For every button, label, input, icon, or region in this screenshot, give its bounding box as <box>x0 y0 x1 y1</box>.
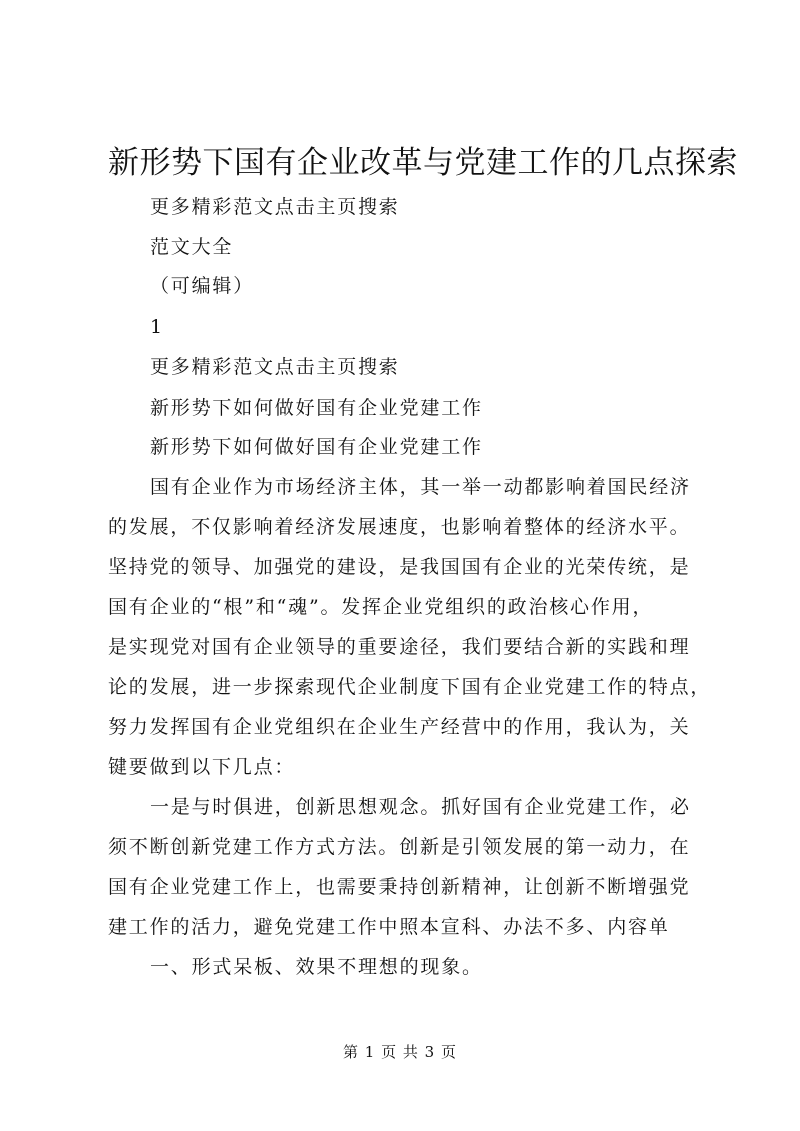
page-footer: 第 1 页 共 3 页 <box>343 1043 457 1061</box>
paragraph-line: 努力发挥国有企业党组织在企业生产经营中的作用，我认为，关 <box>108 716 691 738</box>
header-line: （可编辑） <box>150 275 255 297</box>
header-line: 更多精彩范文点击主页搜索 <box>150 196 400 218</box>
paragraph-line: 国有企业党建工作上，也需要秉持创新精神，让创新不断增强党 <box>108 876 691 898</box>
subtitle: 新形势下如何做好国有企业党建工作 <box>150 436 483 458</box>
paragraph-line: 坚持党的领导、加强党的建设，是我国国有企业的光荣传统，是 <box>108 556 691 578</box>
paragraph-line: 国有企业的“根”和“魂”。发挥企业党组织的政治核心作用， <box>108 596 654 618</box>
paragraph-line: 一、形式呆板、效果不理想的现象。 <box>150 956 483 978</box>
paragraph-line: 建工作的活力，避免党建工作中照本宣科、办法不多、内容单 <box>108 916 670 938</box>
paragraph-line: 论的发展，进一步探索现代企业制度下国有企业党建工作的特点， <box>108 676 712 698</box>
paragraph-line: 须不断创新党建工作方式方法。创新是引领发展的第一动力，在 <box>108 836 691 858</box>
paragraph-line: 键要做到以下几点： <box>108 756 296 778</box>
paragraph-line: 一是与时俱进，创新思想观念。抓好国有企业党建工作，必 <box>150 796 691 818</box>
header-line: 更多精彩范文点击主页搜索 <box>150 356 400 378</box>
subtitle: 新形势下如何做好国有企业党建工作 <box>150 397 483 419</box>
document-title: 新形势下国有企业改革与党建工作的几点探索 <box>108 145 738 181</box>
header-line: 范文大全 <box>150 236 234 258</box>
page-marker: 1 <box>150 316 164 338</box>
paragraph-line: 国有企业作为市场经济主体，其一举一动都影响着国民经济 <box>150 476 691 498</box>
paragraph-line: 的发展，不仅影响着经济发展速度，也影响着整体的经济水平。 <box>108 516 691 538</box>
paragraph-line: 是实现党对国有企业领导的重要途径，我们要结合新的实践和理 <box>108 636 691 658</box>
